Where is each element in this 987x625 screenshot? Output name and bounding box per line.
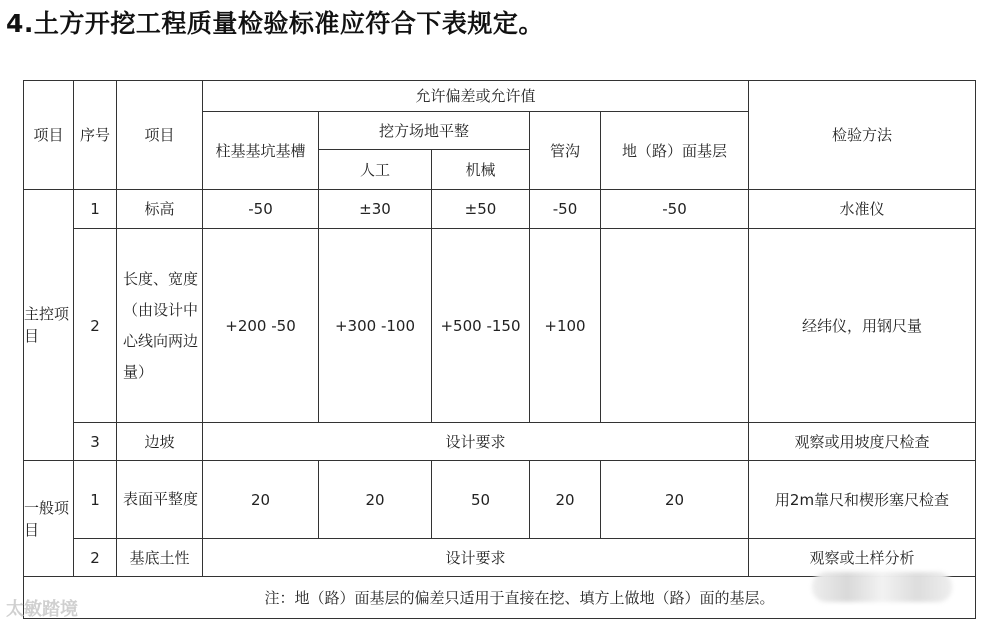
cell-machine: 50 [432, 461, 530, 539]
cell-trench: 20 [530, 461, 601, 539]
cell-ground: 20 [601, 461, 749, 539]
cell-machine: ±50 [432, 190, 530, 229]
cell-seq: 1 [74, 190, 117, 229]
category-main: 主控项目 [24, 190, 74, 461]
cell-item: 长度、宽度（由设计中心线向两边量） [117, 229, 203, 423]
cell-method: 观察或用坡度尺检查 [749, 423, 976, 461]
header-tolerance: 允许偏差或允许值 [203, 81, 749, 112]
table-row [24, 229, 976, 423]
category-general: 一般项目 [24, 461, 74, 577]
cell-method: 用2m靠尺和楔形塞尺检查 [749, 461, 976, 539]
cell-seq: 3 [74, 423, 117, 461]
blurred-watermark-patch [812, 572, 952, 602]
table-row [24, 539, 976, 577]
quality-standard-table [23, 80, 976, 619]
header-pit: 柱基基坑基槽 [203, 112, 319, 190]
page-title: 4.土方开挖工程质量检验标准应符合下表规定。 [6, 9, 544, 38]
cell-merged-requirement: 设计要求 [203, 539, 749, 577]
header-row-1 [24, 81, 976, 112]
header-sequence: 序号 [74, 81, 117, 190]
cell-pit: +200 -50 [203, 229, 319, 423]
table-row [24, 190, 976, 229]
header-method: 检验方法 [749, 81, 976, 190]
cell-machine: +500 -150 [432, 229, 530, 423]
cell-method: 观察或土样分析 [749, 539, 976, 577]
cell-pit: -50 [203, 190, 319, 229]
watermark [6, 595, 78, 621]
cell-method: 经纬仪，用钢尺量 [749, 229, 976, 423]
cell-item: 边坡 [117, 423, 203, 461]
cell-pit: 20 [203, 461, 319, 539]
header-trench: 管沟 [530, 112, 601, 190]
table-row [24, 423, 976, 461]
header-machine: 机械 [432, 150, 530, 190]
cell-merged-requirement: 设计要求 [203, 423, 749, 461]
cell-ground [601, 229, 749, 423]
header-item-category: 项目 [24, 81, 74, 190]
cell-trench: -50 [530, 190, 601, 229]
header-ground-base: 地（路）面基层 [601, 112, 749, 190]
header-manual: 人工 [319, 150, 432, 190]
cell-manual: +300 -100 [319, 229, 432, 423]
header-excavation: 挖方场地平整 [319, 112, 530, 150]
header-item: 项目 [117, 81, 203, 190]
cell-seq: 2 [74, 229, 117, 423]
watermark-text: 太敏踏境 [6, 599, 78, 620]
cell-item: 标高 [117, 190, 203, 229]
cell-ground: -50 [601, 190, 749, 229]
cell-manual: 20 [319, 461, 432, 539]
cell-manual: ±30 [319, 190, 432, 229]
table-row [24, 461, 976, 539]
cell-trench: +100 [530, 229, 601, 423]
cell-seq: 2 [74, 539, 117, 577]
table-note: 注：地（路）面基层的偏差只适用于直接在挖、填方上做地（路）面的基层。 [24, 577, 976, 619]
cell-method: 水准仪 [749, 190, 976, 229]
cell-item: 基底土性 [117, 539, 203, 577]
cell-seq: 1 [74, 461, 117, 539]
cell-item: 表面平整度 [117, 461, 203, 539]
